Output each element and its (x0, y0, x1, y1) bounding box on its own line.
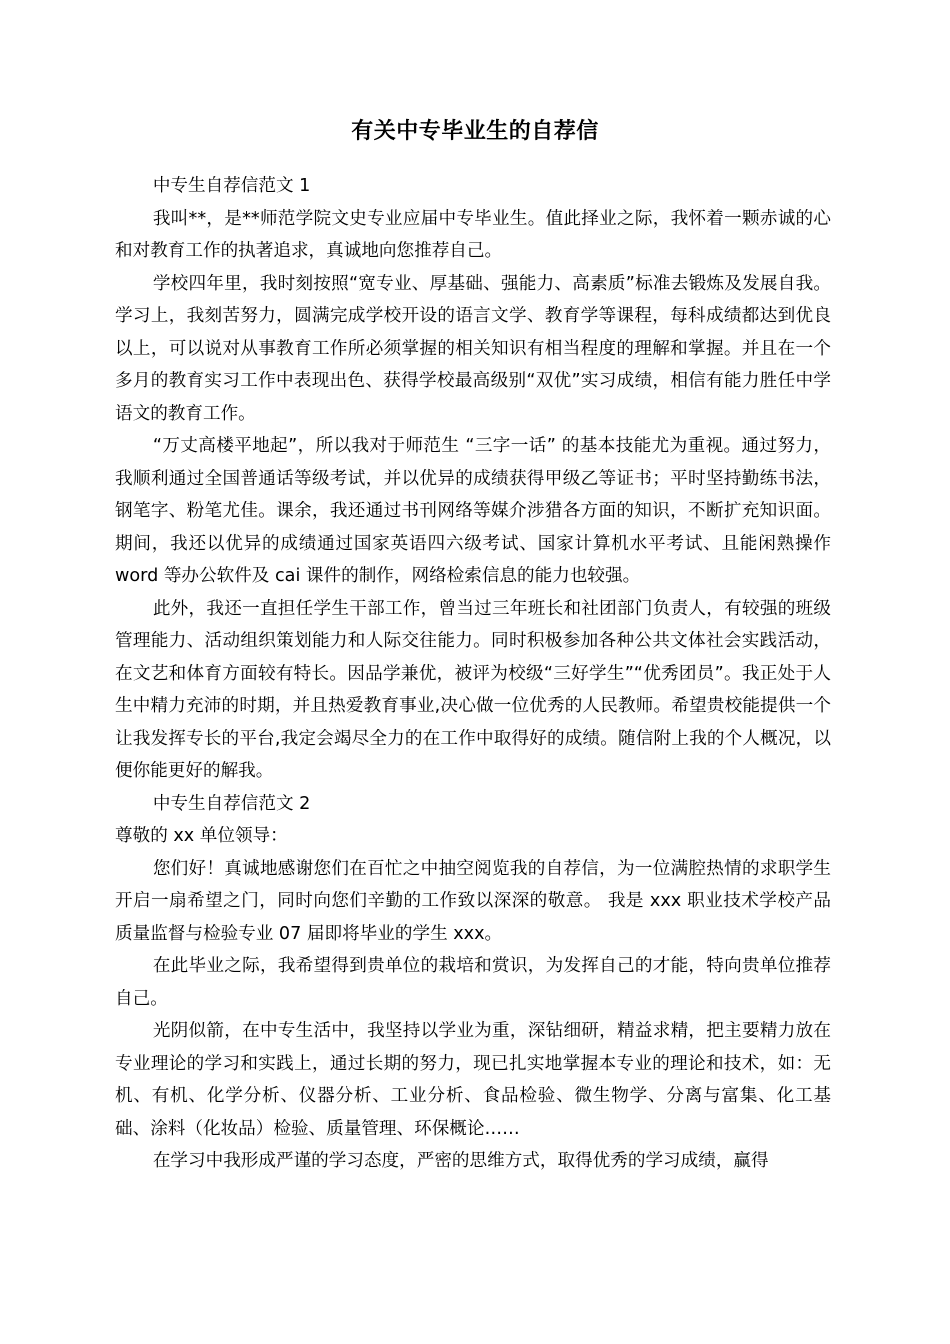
paragraph-section-heading-2: 中专生自荐信范文 2 (152, 793, 311, 814)
document-title: 有关中专毕业生的自荐信 (351, 119, 599, 144)
paragraph: 光阴似箭，在中专生活中，我坚持以学业为重，深钻细研，精益求精，把主要精力放在专业理论的学习和实践上，通过长期的努力，现已扎实地掌握本专业的理论和技术，如：无机、有机、化学分析、仪器分析、工业分析、食品检验、微生物学、分离与富集、化工基础、涂料（化妆品）检验、质量管理、环保概论…… (115, 1021, 831, 1139)
paragraph: “万丈高楼平地起”，所以我对于师范生 “三字一话” 的基本技能尤为重视。通过努力，我顺利通过全国普通话等级考试，并以优异的成绩获得甲级乙等证书；平时坚持勤练书法，钢笔字、粉笔尤佳。课余，我还通过书刊网络等媒介涉猎各方面的知识，不断扩充知识面。期间，我还以优异的成绩通过国家英语四六级考试、国家计算机水平考试、且能闲熟操作 word 等办公软件及 cai 课件的制作，网络检索信息的能力也较强。 (115, 436, 831, 586)
paragraph-section-heading-1: 中专生自荐信范文 1 (152, 176, 311, 196)
document-body (115, 170, 831, 1178)
paragraph: 在此毕业之际，我希望得到贵单位的栽培和赏识，为发挥自己的才能，特向贵单位推荐自己。 (115, 956, 831, 1009)
paragraph: 此外，我还一直担任学生干部工作，曾当过三年班长和社团部门负责人，有较强的班级管理能力、活动组织策划能力和人际交往能力。同时积极参加各种公共文体社会实践活动，在文艺和体育方面较有特长。因品学兼优，被评为校级“三好学生”“优秀团员”。我正处于人生中精力充沛的时期，并且热爱教育事业,决心做一位优秀的人民教师。希望贵校能提供一个让我发挥专长的平台,我定会竭尽全力的在工作中取得好的成绩。随信附上我的个人概况，以便你能更好的解我。 (115, 598, 831, 781)
paragraph: 我叫**，是**师范学院文史专业应届中专毕业生。值此择业之际，我怀着一颗赤诚的心和对教育工作的执著追求，真诚地向您推荐自己。 (115, 208, 831, 261)
paragraph: 您们好！真诚地感谢您们在百忙之中抽空阅览我的自荐信，为一位满腔热情的求职学生开启一扇希望之门，同时向您们辛勤的工作致以深深的敬意。 我是 xxx 职业技术学校产品质量监督与检验专业 07 届即将毕业的学生 xxx。 (115, 858, 831, 944)
salutation: 尊敬的 xx 单位领导： (115, 826, 288, 846)
paragraph: 在学习中我形成严谨的学习态度，严密的思维方式，取得优秀的学习成绩，赢得 (152, 1151, 769, 1171)
paragraph: 学校四年里，我时刻按照“宽专业、厚基础、强能力、高素质”标准去锻炼及发展自我。学习上，我刻苦努力，圆满完成学校开设的语言文学、教育学等课程，每科成绩都达到优良以上，可以说对从事教育工作所必须掌握的相关知识有相当程度的理解和掌握。并且在一个多月的教育实习工作中表现出色、获得学校最高级别“双优”实习成绩，相信有能力胜任中学语文的教育工作。 (115, 273, 831, 424)
